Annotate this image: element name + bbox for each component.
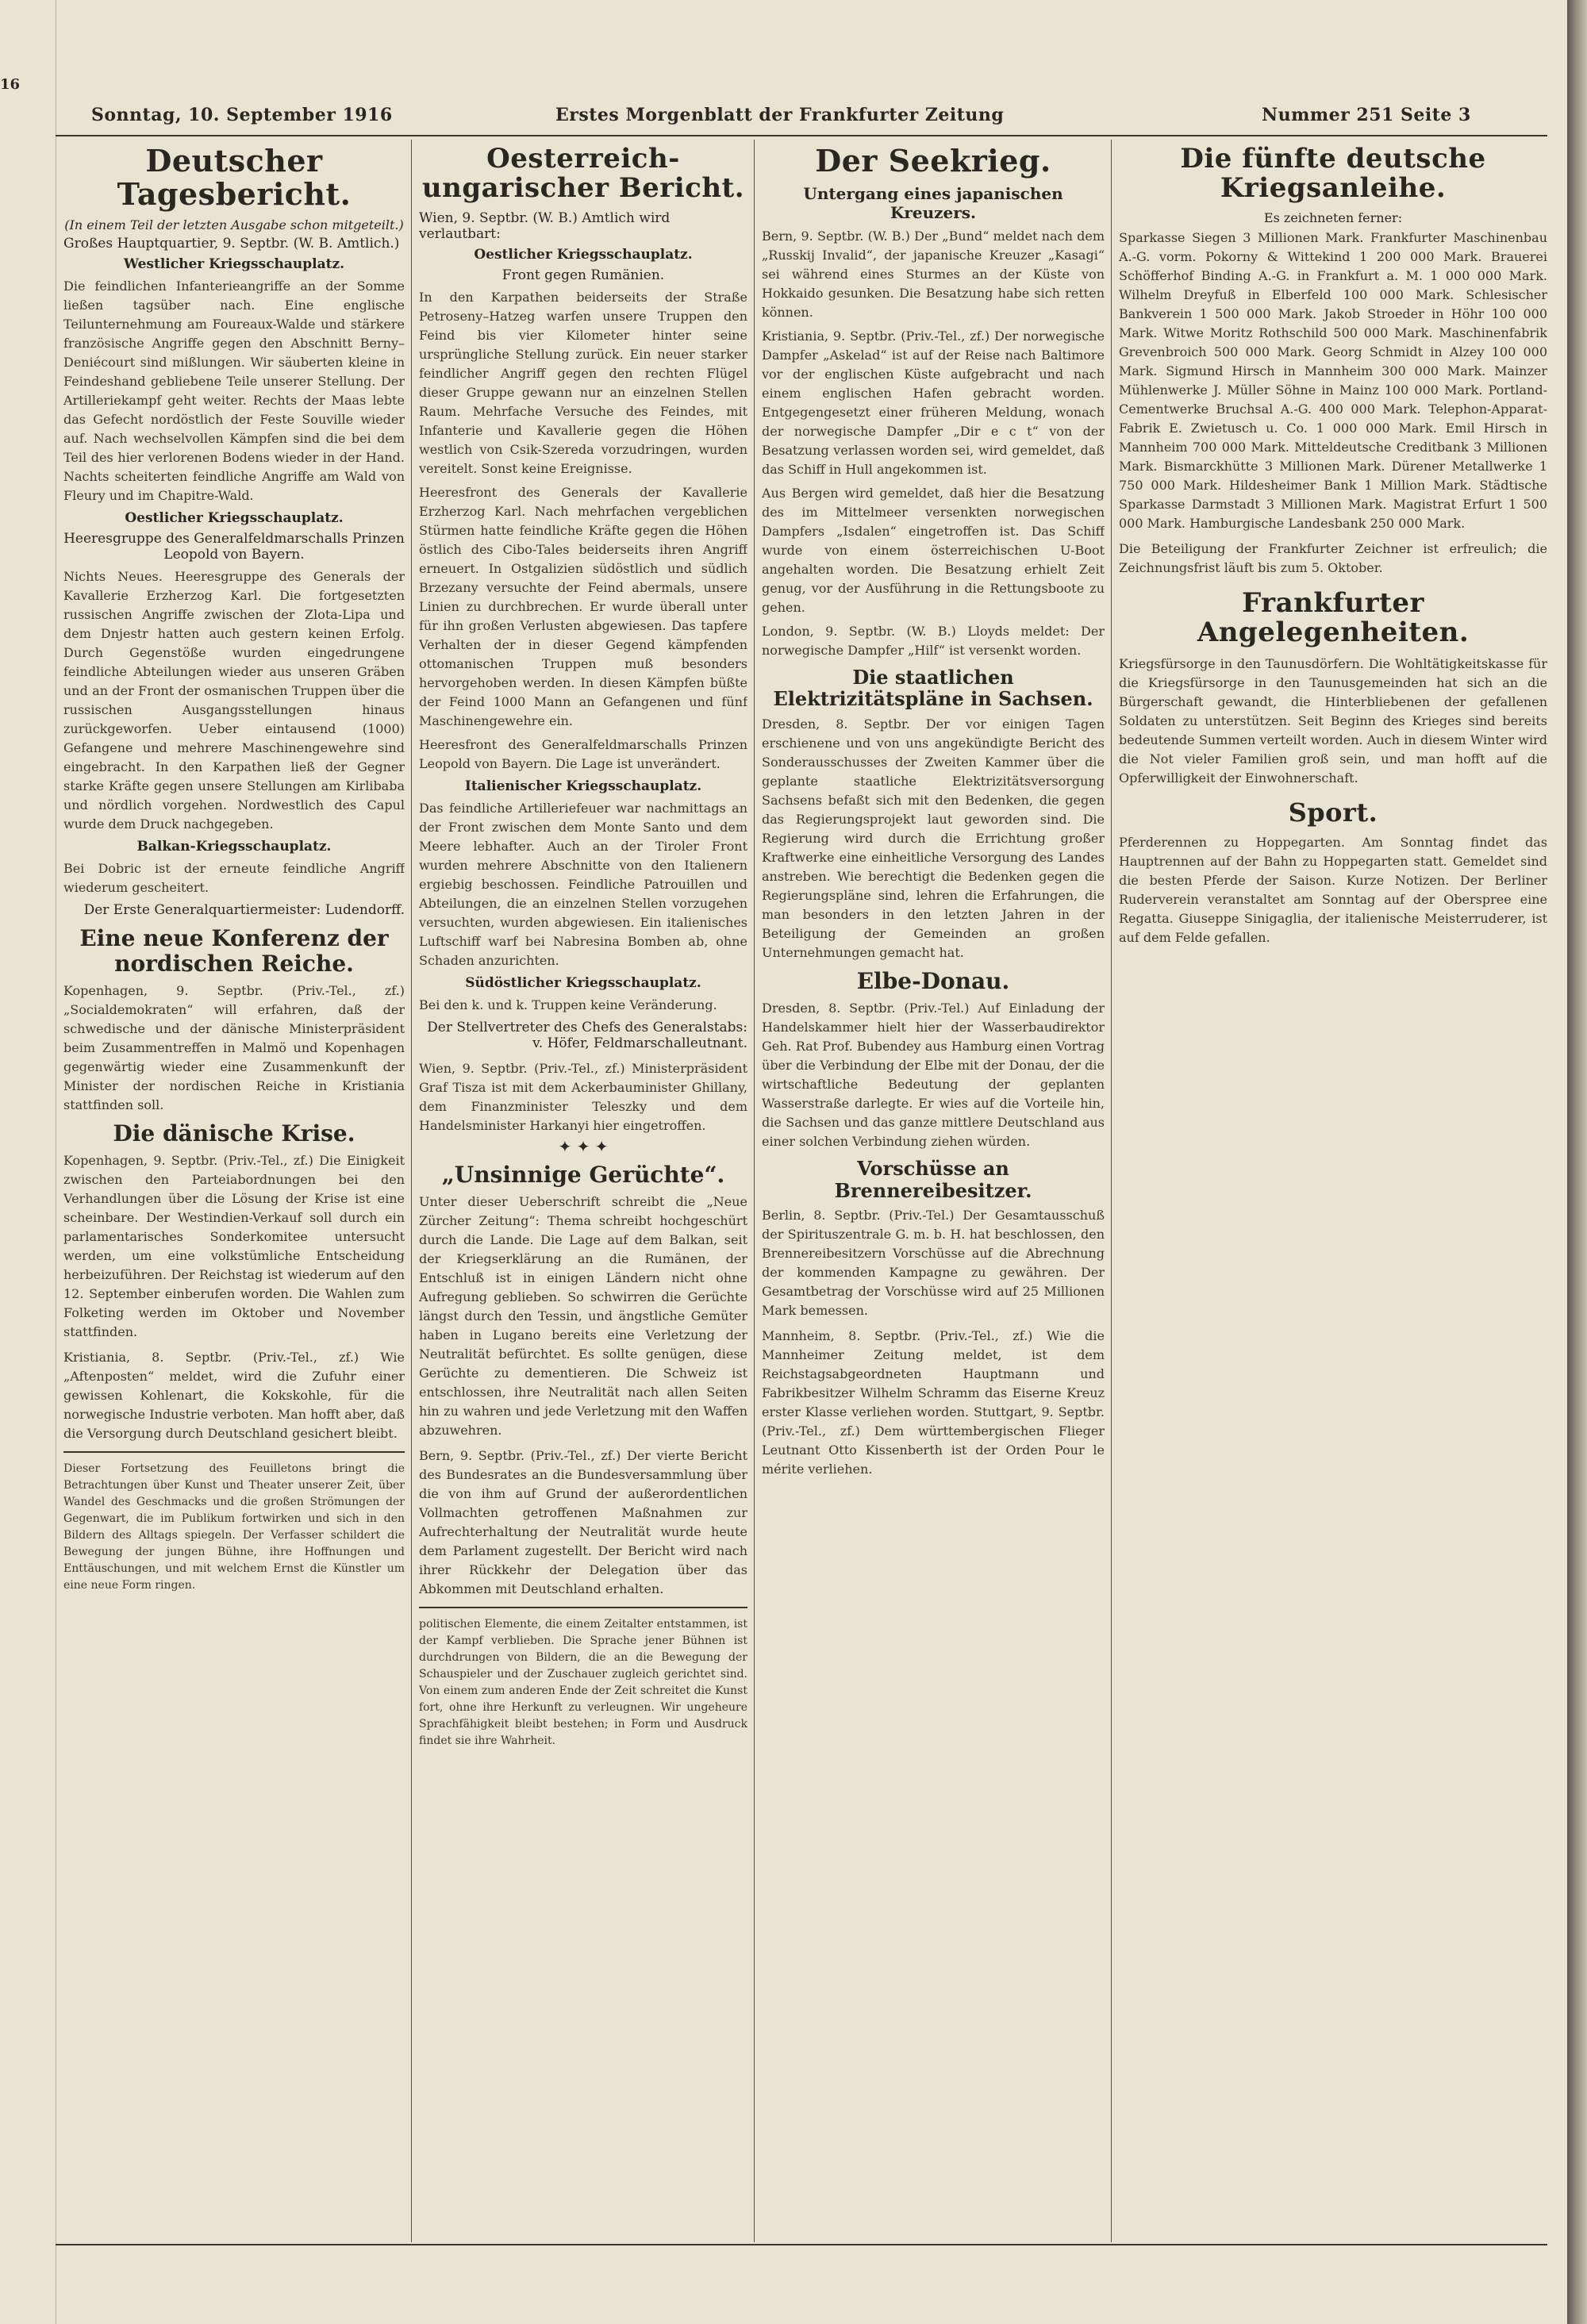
header-date: Sonntag, 10. September 1916	[91, 105, 393, 125]
article-title: Deutscher Tagesbericht.	[117, 143, 352, 212]
article-text: Kristiania, 8. Septbr. (Priv.-Tel., zf.) Wie „Aftenposten“ meldet, wird die Zufuhr einer gewissen Kohlenart, die Kokskohle, für die norwegische Industrie verboten. Man hofft aber, daß die Versorgung durch Deutschland gesichert bleibt.	[63, 1350, 405, 1442]
signature: Der Stellvertreter des Chefs des Generalstabs: v. Höfer, Feldmarschalleutnant.	[427, 1019, 747, 1051]
binding-margin	[0, 0, 56, 2324]
article-title: Frankfurter Angelegenheiten.	[1197, 586, 1470, 649]
article-subtitle: Es zeichneten ferner:	[1263, 209, 1403, 225]
section-heading: Oestlicher Kriegsschauplatz.	[474, 246, 693, 263]
section-heading: Italienischer Kriegsschauplatz.	[464, 778, 702, 794]
page-header	[0, 102, 1567, 133]
article-title: Die dänische Krise.	[113, 1120, 355, 1147]
article-text: Kopenhagen, 9. Septbr. (Priv.-Tel., zf.) Die Einigkeit zwischen den Parteiabordnungen bei den Verhandlungen über die Lösung der Krise ist eine scheinbare. Der Westindien-Verkauf soll durch ein parlamentarisches Sonderkomitee untersucht werden, um eine volkstümliche Entscheidung herbeizuführen. Der Reichstag ist wiederum auf den 12. September einberufen worden. Die Wahlen zum Folketing werden im Oktober und November stattfinden.	[63, 1153, 405, 1340]
article-text: In den Karpathen beiderseits der Straße Petroseny–Hatzeg warfen unsere Truppen den Feind bis vier Kilometer hinter seine ursprüngliche Stellung zurück. Ein neuer starker feindlicher Angriff gegen den rechten Flügel dieser Gruppe gewann nur an einzelnen Stellen Raum. Mehrfache Versuche des Feindes, mit Infanterie und Kavallerie gegen die Höhen westlich von Csik-Szereda vorzudringen, wurden vereitelt. Sonst keine Ereignisse.	[419, 289, 747, 476]
article-title: Eine neue Konferenz der nordischen Reiche.	[79, 924, 389, 977]
feuilleton-text: politischen Elemente, die einem Zeitalter entstammen, ist der Kampf verblieben. Die Sprache jener Bühnen ist durchdrungen von Bildern, die an die Bewegung der Schauspieler und der Zuschauer zugleich gerichtet sind. Von einem zum anderen Ende der Zeit schreitet die Kunst fort, ohne ihre Herkunft zu verleugnen. Wir ungeheure Sprachfähigkeit bleibt bestehen; in Form und Ausdruck findet sie ihre Wahrheit.	[419, 1617, 747, 1747]
article-title: Der Seekrieg.	[815, 143, 1051, 179]
column-4	[1119, 140, 1547, 2242]
article-text: Bern, 9. Septbr. (Priv.-Tel., zf.) Der vierte Bericht des Bundesrates an die Bundesversammlung über die von ihm auf Grund der außerordentlichen Vollmachten getroffenen Maßnahmen zur Aufrechterhaltung der Neutralität wurde heute dem Parlament zugestellt. Der Bericht wird nach ihrer Rückkehr der Delegation über das Abkommen mit Deutschland erhalten.	[419, 1447, 747, 1596]
column-rule	[1111, 140, 1112, 2242]
article-text: Das feindliche Artilleriefeuer war nachmittags an der Front zwischen dem Monte Santo und dem Meere lebhafter. Auch an der Tiroler Front wurden mehrere Abschnitte von den Italienern ergiebig beschossen. Feindliche Patrouillen und Abteilungen, die an einzelnen Stellen vorzugehen versuchten, wurden abgewiesen. Ein italienisches Luftschiff warf bei Nabresina Bomben ab, ohne Schaden anzurichten.	[419, 800, 747, 968]
article-text: Wien, 9. Septbr. (Priv.-Tel., zf.) Ministerpräsident Graf Tisza ist mit dem Ackerbauminister Ghillany, dem Finanzminister Teleszky und dem Handelsminister Harkanyi hier eingetroffen.	[419, 1060, 747, 1133]
page-number: 16	[0, 76, 21, 93]
column-rule	[411, 140, 412, 2242]
dateline: Wien, 9. Septbr. (W. B.) Amtlich wird verlautbart:	[419, 209, 671, 242]
signature: Der Erste Generalquartiermeister: Ludendorff.	[83, 901, 405, 918]
section-heading: Oestlicher Kriegsschauplatz.	[125, 509, 344, 526]
footer-rule	[56, 2244, 1547, 2245]
article-text: London, 9. Septbr. (W. B.) Lloyds meldet: Der norwegische Dampfer „Hilf“ ist versenkt worden.	[762, 623, 1105, 658]
article-note: (In einem Teil der letzten Ausgabe schon mitgeteilt.)	[64, 217, 404, 232]
article-text: Kriegsfürsorge in den Taunusdörfern. Die Wohltätigkeitskasse für die Kriegsfürsorge in den Taunusgemeinden hat sich an die Bürgerschaft gewandt, die Hinterbliebenen der gefallenen Soldaten zu unterstützen. Seit Beginn des Krieges sind bereits bedeutende Summen verteilt worden. Auch in diesem Winter wird die Not vieler Familien groß sein, und man hofft auf die Opferwilligkeit der Einwohnerschaft.	[1119, 655, 1547, 786]
article-text: Dresden, 8. Septbr. Der vor einigen Tagen erschienene und von uns angekündigte Bericht des Sonderausschusses der Zweiten Kammer über die geplante staatliche Elektrizitätsversorgung Sachsens befaßt sich mit den Bedenken, die gegen das Regierungsprojekt laut geworden sind. Die Regierung wird durch die Errichtung großer Kraftwerke eine einheitliche Versorgung des Landes anstreben. Wie berechtigt die Bedenken gegen die Regierungspläne sind, lehren die Erfahrungen, die man besonders in den letzten Jahren in der Beteiligung der Gemeinden an großen Unternehmungen gemacht hat.	[762, 716, 1105, 960]
ornament-divider: ✦ ✦ ✦	[558, 1136, 609, 1156]
article-text: Bei den k. und k. Truppen keine Veränderung.	[419, 997, 717, 1012]
page-edge	[1567, 0, 1587, 2324]
article-text: Nichts Neues. Heeresgruppe des Generals der Kavallerie Erzherzog Karl. Die fortgesetzten russischen Angriffe zwischen der Zlota-Lipa und dem Dnjestr hatten auch gestern keinen Erfolg. Durch Gegenstöße wurden eingedrungene feindliche Abteilungen wieder aus unseren Gräben und an der Front der osmanischen Truppen über die russischen Ausgangsstellungen hinaus zurückgeworfen. Ueber eintausend (1000) Gefangene und mehrere Maschinengewehre sind eingebracht. In den Karpathen ließ der Gegner starke Kräfte gegen unsere Stellungen am Kirlibaba und nördlich vorgehen. Nordwestlich des Capul wurde dem Druck nachgegeben.	[63, 568, 405, 832]
section-subheading: Heeresgruppe des Generalfeldmarschalls Prinzen Leopold von Bayern.	[63, 530, 405, 563]
column-2	[419, 140, 747, 2242]
article-text: Heeresfront des Generalfeldmarschalls Prinzen Leopold von Bayern. Die Lage ist unverändert.	[419, 736, 747, 771]
article-title: Oesterreich-ungarischer Bericht.	[421, 143, 745, 205]
header-masthead: Erstes Morgenblatt der Frankfurter Zeitung	[555, 105, 1005, 125]
article-text: Heeresfront des Generals der Kavallerie Erzherzog Karl. Nach mehrfachen vergeblichen Stürmen hatte feindliche Kräfte gegen die Höhen östlich des Cibo-Tales beiderseits ihren Angriff erneuert. In Ostgalizien südöstlich und südlich Brzezany versuchte der Feind abermals, unsere Linien zu durchbrechen. Er wurde überall unter für ihn großen Verlusten abgewiesen. Das tapfere Verhalten der in dieser Gegend kämpfenden ottomanischen Truppen muß besonders hervorgehoben werden. In diesen Kämpfen büßte der Feind 1000 Mann an Gefangenen und fünf Maschinengewehre ein.	[419, 484, 747, 728]
feuilleton-text: Dieser Fortsetzung des Feuilletons bringt die Betrachtungen über Kunst und Theater unserer Zeit, über Wandel des Geschmacks und die großen Strömungen der Gegenwart, die im Publikum fortwirken und sich in den Bildern des Alltags spiegeln. Der Verfasser schildert die Bewegung der jungen Bühne, ihre Hoffnungen und Enttäuschungen, und mit welchem Ernst die Künstler um eine neue Form ringen.	[63, 1462, 405, 1592]
section-heading: Westlicher Kriegsschauplatz.	[123, 255, 345, 272]
column-3	[762, 140, 1105, 2242]
column-1	[63, 140, 405, 2242]
subscription-list: Sparkasse Siegen 3 Millionen Mark. Frankfurter Maschinenbau A.-G. vorm. Pokorny & Wittekind 1 200 000 Mark. Brauerei Schöfferhof Binding A.-G. in Frankfurt a. M. 1 000 000 Mark. Wilhelm Dreyfuß in Elberfeld 100 000 Mark. Schlesischer Bankverein 1 500 000 Mark. Jakob Stroeder in Höhr 100 000 Mark. Witwe Moritz Rothschild 500 000 Mark. Maschinenfabrik Grevenbroich 500 000 Mark. Georg Schmidt in Alzey 100 000 Mark. Sigmund Hirsch in Mannheim 300 000 Mark. Mainzer Mühlenwerke J. Müller Söhne in Mainz 100 000 Mark. Portland-Cementwerke Bruchsal A.-G. 400 000 Mark. Telephon-Apparat-Fabrik E. Zwietusch u. Co. 1 000 000 Mark. Emil Hirsch in Mannheim 700 000 Mark. Mitteldeutsche Creditbank 3 Millionen Mark. Bismarckhütte 3 Millionen Mark. Dürener Metallwerke 1 750 000 Mark. Hildesheimer Bank 1 Million Mark. Städtische Sparkasse Darmstadt 3 Millionen Mark. Magistrat Erfurt 1 500 000 Mark. Hamburgische Landesbank 250 000 Mark.	[1119, 229, 1547, 531]
article-title: Sport.	[1288, 797, 1378, 828]
article-text: Bei Dobric ist der erneute feindliche Angriff wiederum gescheitert.	[63, 860, 405, 895]
article-text: Dresden, 8. Septbr. (Priv.-Tel.) Auf Einladung der Handelskammer hielt hier der Wasserbaudirektor Geh. Rat Prof. Bubendey aus Hamburg einen Vortrag über die Verbindung der Elbe mit der Donau, der die wirtschaftliche Bedeutung der geplanten Wasserstraße darlegte. Er wies auf die Vorteile hin, die Sachsen und das ganze mittlere Deutschland aus einer solchen Verbindung ziehen würden.	[762, 1001, 1105, 1150]
article-text: Pferderennen zu Hoppegarten. Am Sonntag findet das Hauptrennen auf der Bahn zu Hoppegarten statt. Gemeldet sind die besten Pferde der Saison. Kurze Notizen. Der Berliner Ruderverein veranstaltet am Sonntag auf der Oberspree eine Regatta. Giuseppe Sinigaglia, der italienische Meisterruderer, ist auf dem Felde gefallen.	[1119, 834, 1547, 945]
header-issue: Nummer 251 Seite 3	[1262, 105, 1471, 125]
feuilleton-rule	[419, 1607, 747, 1608]
section-subheading: Front gegen Rumänien.	[501, 267, 665, 283]
column-rule	[754, 140, 755, 2242]
article-title: Elbe-Donau.	[856, 967, 1010, 994]
article-text: Die Beteiligung der Frankfurter Zeichner ist erfreulich; die Zeichnungsfrist läuft bis zum 5. Oktober.	[1119, 540, 1547, 575]
dateline: Großes Hauptquartier, 9. Septbr. (W. B. Amtlich.)	[63, 235, 400, 252]
article-title: Die staatlichen Elektrizitätspläne in Sachsen.	[773, 665, 1093, 711]
article-text: Berlin, 8. Septbr. (Priv.-Tel.) Der Gesamtausschuß der Spirituszentrale G. m. b. H. hat beschlossen, den Brennereibesitzern Vorschüsse auf die Abrechnung der kommenden Kampagne zu gewähren. Der Gesamtbetrag der Vorschüsse wird auf 25 Millionen Mark bemessen.	[762, 1208, 1105, 1319]
article-subtitle: Untergang eines japanischen Kreuzers.	[803, 183, 1063, 222]
article-title: Vorschüsse an Brennereibesitzer.	[834, 1157, 1032, 1202]
article-title: Die fünfte deutsche Kriegsanleihe.	[1180, 143, 1486, 205]
section-heading: Balkan-Kriegsschauplatz.	[136, 838, 332, 855]
article-text: Bern, 9. Septbr. (W. B.) Der „Bund“ meldet nach dem „Russkij Invalid“, der japanische Kreuzer „Kasagi“ sei während eines Sturmes an der Küste von Hokkaido gesunken. Die Besatzung habe sich retten können.	[762, 228, 1105, 320]
header-rule	[56, 135, 1547, 136]
article-text: Die feindlichen Infanterieangriffe an der Somme ließen tagsüber nach. Eine englische Teilunternehmung am Foureaux-Walde und stärkere französische Angriffe gegen den Abschnitt Berny–Deniécourt sind mißlungen. Wir säuberten kleine in Feindeshand gebliebene Teile unserer Stellung. Der Artilleriekampf geht weiter. Rechts der Maas lebte das Gefecht nordöstlich der Feste Souville wieder auf. Nach wechselvollen Kämpfen sind die bei dem Teil des hier verlorenen Bodens wieder in der Hand. Nachts scheiterten feindliche Angriffe am Wald von Fleury und im Chapitre-Wald.	[63, 278, 405, 503]
article-text: Unter dieser Ueberschrift schreibt die „Neue Zürcher Zeitung“: Thema schreibt hochgeschürt durch die Lande. Die Lage auf dem Balkan, seit der Kriegserklärung an die Rumänen, der Entschluß ist in einigen Ländern nicht ohne Aufregung geblieben. So schwirren die Gerüchte längst durch den Tessin, und ängstliche Gemüter haben in Lugano bereits eine Verletzung der Neutralität befürchtet. Es sollte genügen, diese Gerüchte zu dementieren. Die Schweiz ist entschlossen, ihre Neutralität nach allen Seiten hin zu wahren und jede Verletzung mit den Waffen abzuwehren.	[419, 1193, 747, 1438]
article-text: Aus Bergen wird gemeldet, daß hier die Besatzung des im Mittelmeer versenkten norwegischen Dampfers „Isdalen“ eingetroffen ist. Das Schiff wurde von einem österreichischen U-Boot angehalten worden. Die Besatzung erhielt Zeit genug, vor der Ausführung in die Rettungsboote zu gehen.	[762, 485, 1105, 615]
article-text: Kopenhagen, 9. Septbr. (Priv.-Tel., zf.) „Socialdemokraten“ will erfahren, daß der schwedische und der dänische Ministerpräsident beim Zusammentreffen in Malmö und Kopenhagen gegenwärtig wieder eine Zusammenkunft der Minister der nordischen Reiche in Kristiania stattfinden soll.	[63, 982, 405, 1112]
article-text: Mannheim, 8. Septbr. (Priv.-Tel., zf.) Wie die Mannheimer Zeitung meldet, ist dem Reichstagsabgeordneten Hauptmann und Fabrikbesitzer Wilhelm Schramm das Eiserne Kreuz erster Klasse verliehen worden. Stuttgart, 9. Septbr. (Priv.-Tel., zf.) Dem württembergischen Flieger Leutnant Otto Kissenberth ist der Orden Pour le mérite verliehen.	[762, 1328, 1105, 1477]
article-text: Kristiania, 9. Septbr. (Priv.-Tel., zf.) Der norwegische Dampfer „Askelad“ ist auf der Reise nach Baltimore vor der englischen Küste aufgebracht und nach einem englischen Hafen gebracht worden. Entgegengesetzt einer früheren Meldung, wonach der norwegische Dampfer „Dir e c t“ von der Besatzung verlassen worden sei, wird gemeldet, daß das Schiff in Hull angekommen ist.	[762, 328, 1105, 477]
section-heading: Südöstlicher Kriegsschauplatz.	[465, 974, 701, 991]
article-title: „Unsinnige Gerüchte“.	[441, 1161, 725, 1188]
feuilleton-rule	[63, 1451, 405, 1453]
